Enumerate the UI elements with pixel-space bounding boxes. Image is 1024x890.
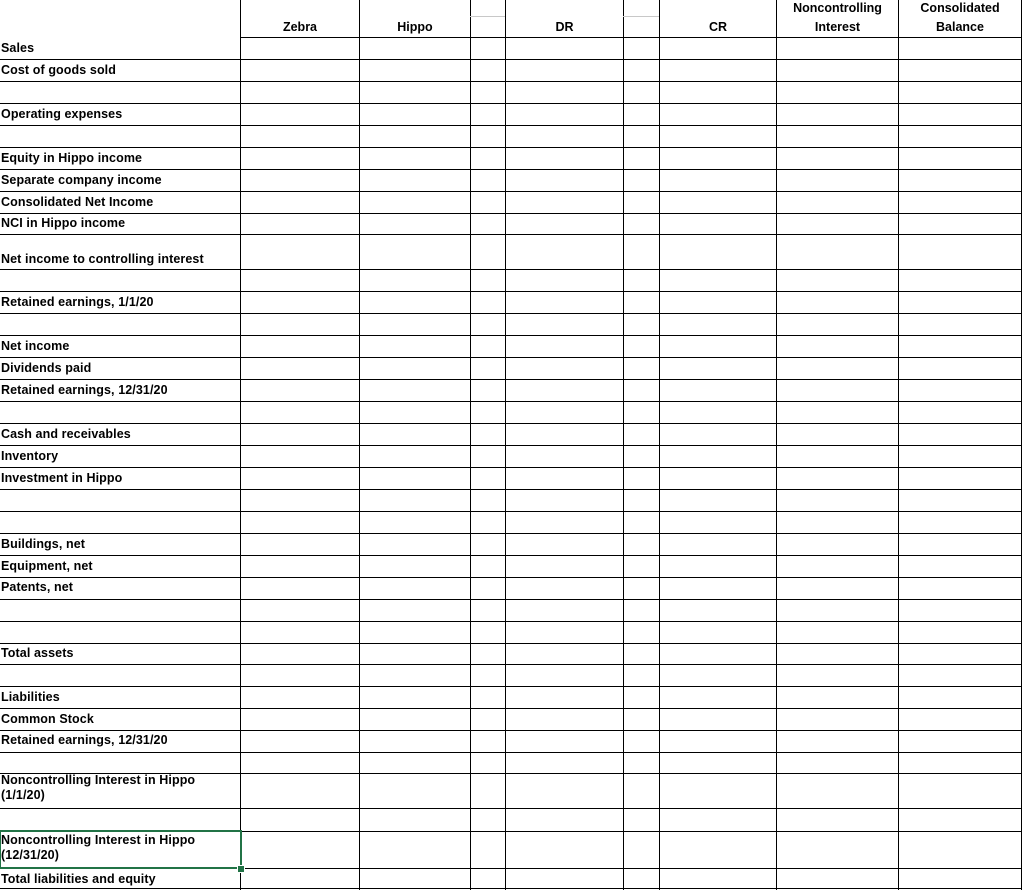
grid-line: [0, 445, 1022, 446]
row-label-re-ending-2[interactable]: Retained earnings, 12/31/20: [1, 733, 168, 747]
grid-line: [0, 357, 1022, 358]
column-header-dr[interactable]: DR: [555, 20, 574, 34]
row-label-equity-income[interactable]: Equity in Hippo income: [1, 151, 143, 165]
grid-line: [0, 147, 1022, 148]
grid-line: [0, 686, 1022, 687]
grid-line: [0, 234, 1022, 235]
grid-line: [0, 191, 1022, 192]
grid-line: [0, 888, 1022, 889]
grid-line: [0, 643, 1022, 644]
column-header-zebra[interactable]: Zebra: [282, 20, 318, 34]
grid-line: [0, 533, 1022, 534]
active-cell-selection[interactable]: [0, 830, 242, 869]
row-label-operating-expenses[interactable]: Operating expenses: [1, 107, 123, 121]
grid-line: [0, 752, 1022, 753]
column-header-consolidated-line2[interactable]: Balance: [936, 20, 984, 34]
row-label-equipment[interactable]: Equipment, net: [1, 559, 93, 573]
grid-line: [0, 708, 1022, 709]
grid-line: [0, 730, 1022, 731]
grid-line: [0, 213, 1022, 214]
row-label-consolidated-net-income[interactable]: Consolidated Net Income: [1, 195, 154, 209]
row-label-cogs[interactable]: Cost of goods sold: [1, 63, 116, 77]
row-label-nci-beginning[interactable]: Noncontrolling Interest in Hippo (1/1/20): [1, 773, 196, 802]
row-label-buildings[interactable]: Buildings, net: [1, 537, 86, 551]
row-label-patents[interactable]: Patents, net: [1, 580, 74, 594]
grid-line: [0, 81, 1022, 82]
grid-line: [0, 511, 1022, 512]
grid-line: [0, 467, 1022, 468]
grid-line: [0, 169, 1022, 170]
row-label-cash[interactable]: Cash and receivables: [1, 427, 131, 441]
grid-line: [240, 37, 1022, 38]
grid-line: [623, 16, 659, 17]
grid-line: [0, 401, 1022, 402]
grid-line: [0, 125, 1022, 126]
grid-line: [0, 577, 1022, 578]
row-label-total-liab-equity[interactable]: Total liabilities and equity: [1, 872, 156, 886]
grid-line: [0, 423, 1022, 424]
column-header-nci-line1[interactable]: Noncontrolling: [793, 1, 882, 15]
row-label-inventory[interactable]: Inventory: [1, 449, 59, 463]
grid-line: [0, 59, 1022, 60]
column-header-nci-line2[interactable]: Interest: [814, 20, 861, 34]
row-label-separate-income[interactable]: Separate company income: [1, 173, 162, 187]
column-header-cr[interactable]: CR: [708, 20, 728, 34]
grid-line: [0, 808, 1022, 809]
row-label-liabilities[interactable]: Liabilities: [1, 690, 60, 704]
grid-line: [0, 291, 1022, 292]
grid-line: [0, 621, 1022, 622]
row-label-nci-income[interactable]: NCI in Hippo income: [1, 216, 126, 230]
row-label-sales[interactable]: Sales: [1, 41, 35, 55]
grid-line: [0, 269, 1022, 270]
column-header-hippo[interactable]: Hippo: [397, 20, 433, 34]
row-label-re-ending[interactable]: Retained earnings, 12/31/20: [1, 383, 168, 397]
row-label-nci-ending[interactable]: Noncontrolling Interest in Hippo (12/31/20): [1, 833, 196, 862]
row-label-net-income[interactable]: Net income: [1, 339, 70, 353]
row-label-dividends[interactable]: Dividends paid: [1, 361, 92, 375]
column-header-consolidated-line1[interactable]: Consolidated: [920, 1, 1000, 15]
grid-line: [0, 489, 1022, 490]
row-label-common-stock[interactable]: Common Stock: [1, 712, 94, 726]
grid-line: [0, 313, 1022, 314]
grid-line: [0, 379, 1022, 380]
grid-line: [0, 103, 1022, 104]
grid-line: [0, 335, 1022, 336]
grid-line: [470, 16, 505, 17]
row-label-re-beginning[interactable]: Retained earnings, 1/1/20: [1, 295, 154, 309]
fill-handle[interactable]: [237, 865, 245, 873]
row-label-net-income-controlling[interactable]: Net income to controlling interest: [1, 252, 204, 266]
grid-line: [0, 599, 1022, 600]
grid-line: [0, 664, 1022, 665]
row-label-total-assets[interactable]: Total assets: [1, 646, 74, 660]
row-label-investment[interactable]: Investment in Hippo: [1, 471, 123, 485]
grid-line: [0, 555, 1022, 556]
